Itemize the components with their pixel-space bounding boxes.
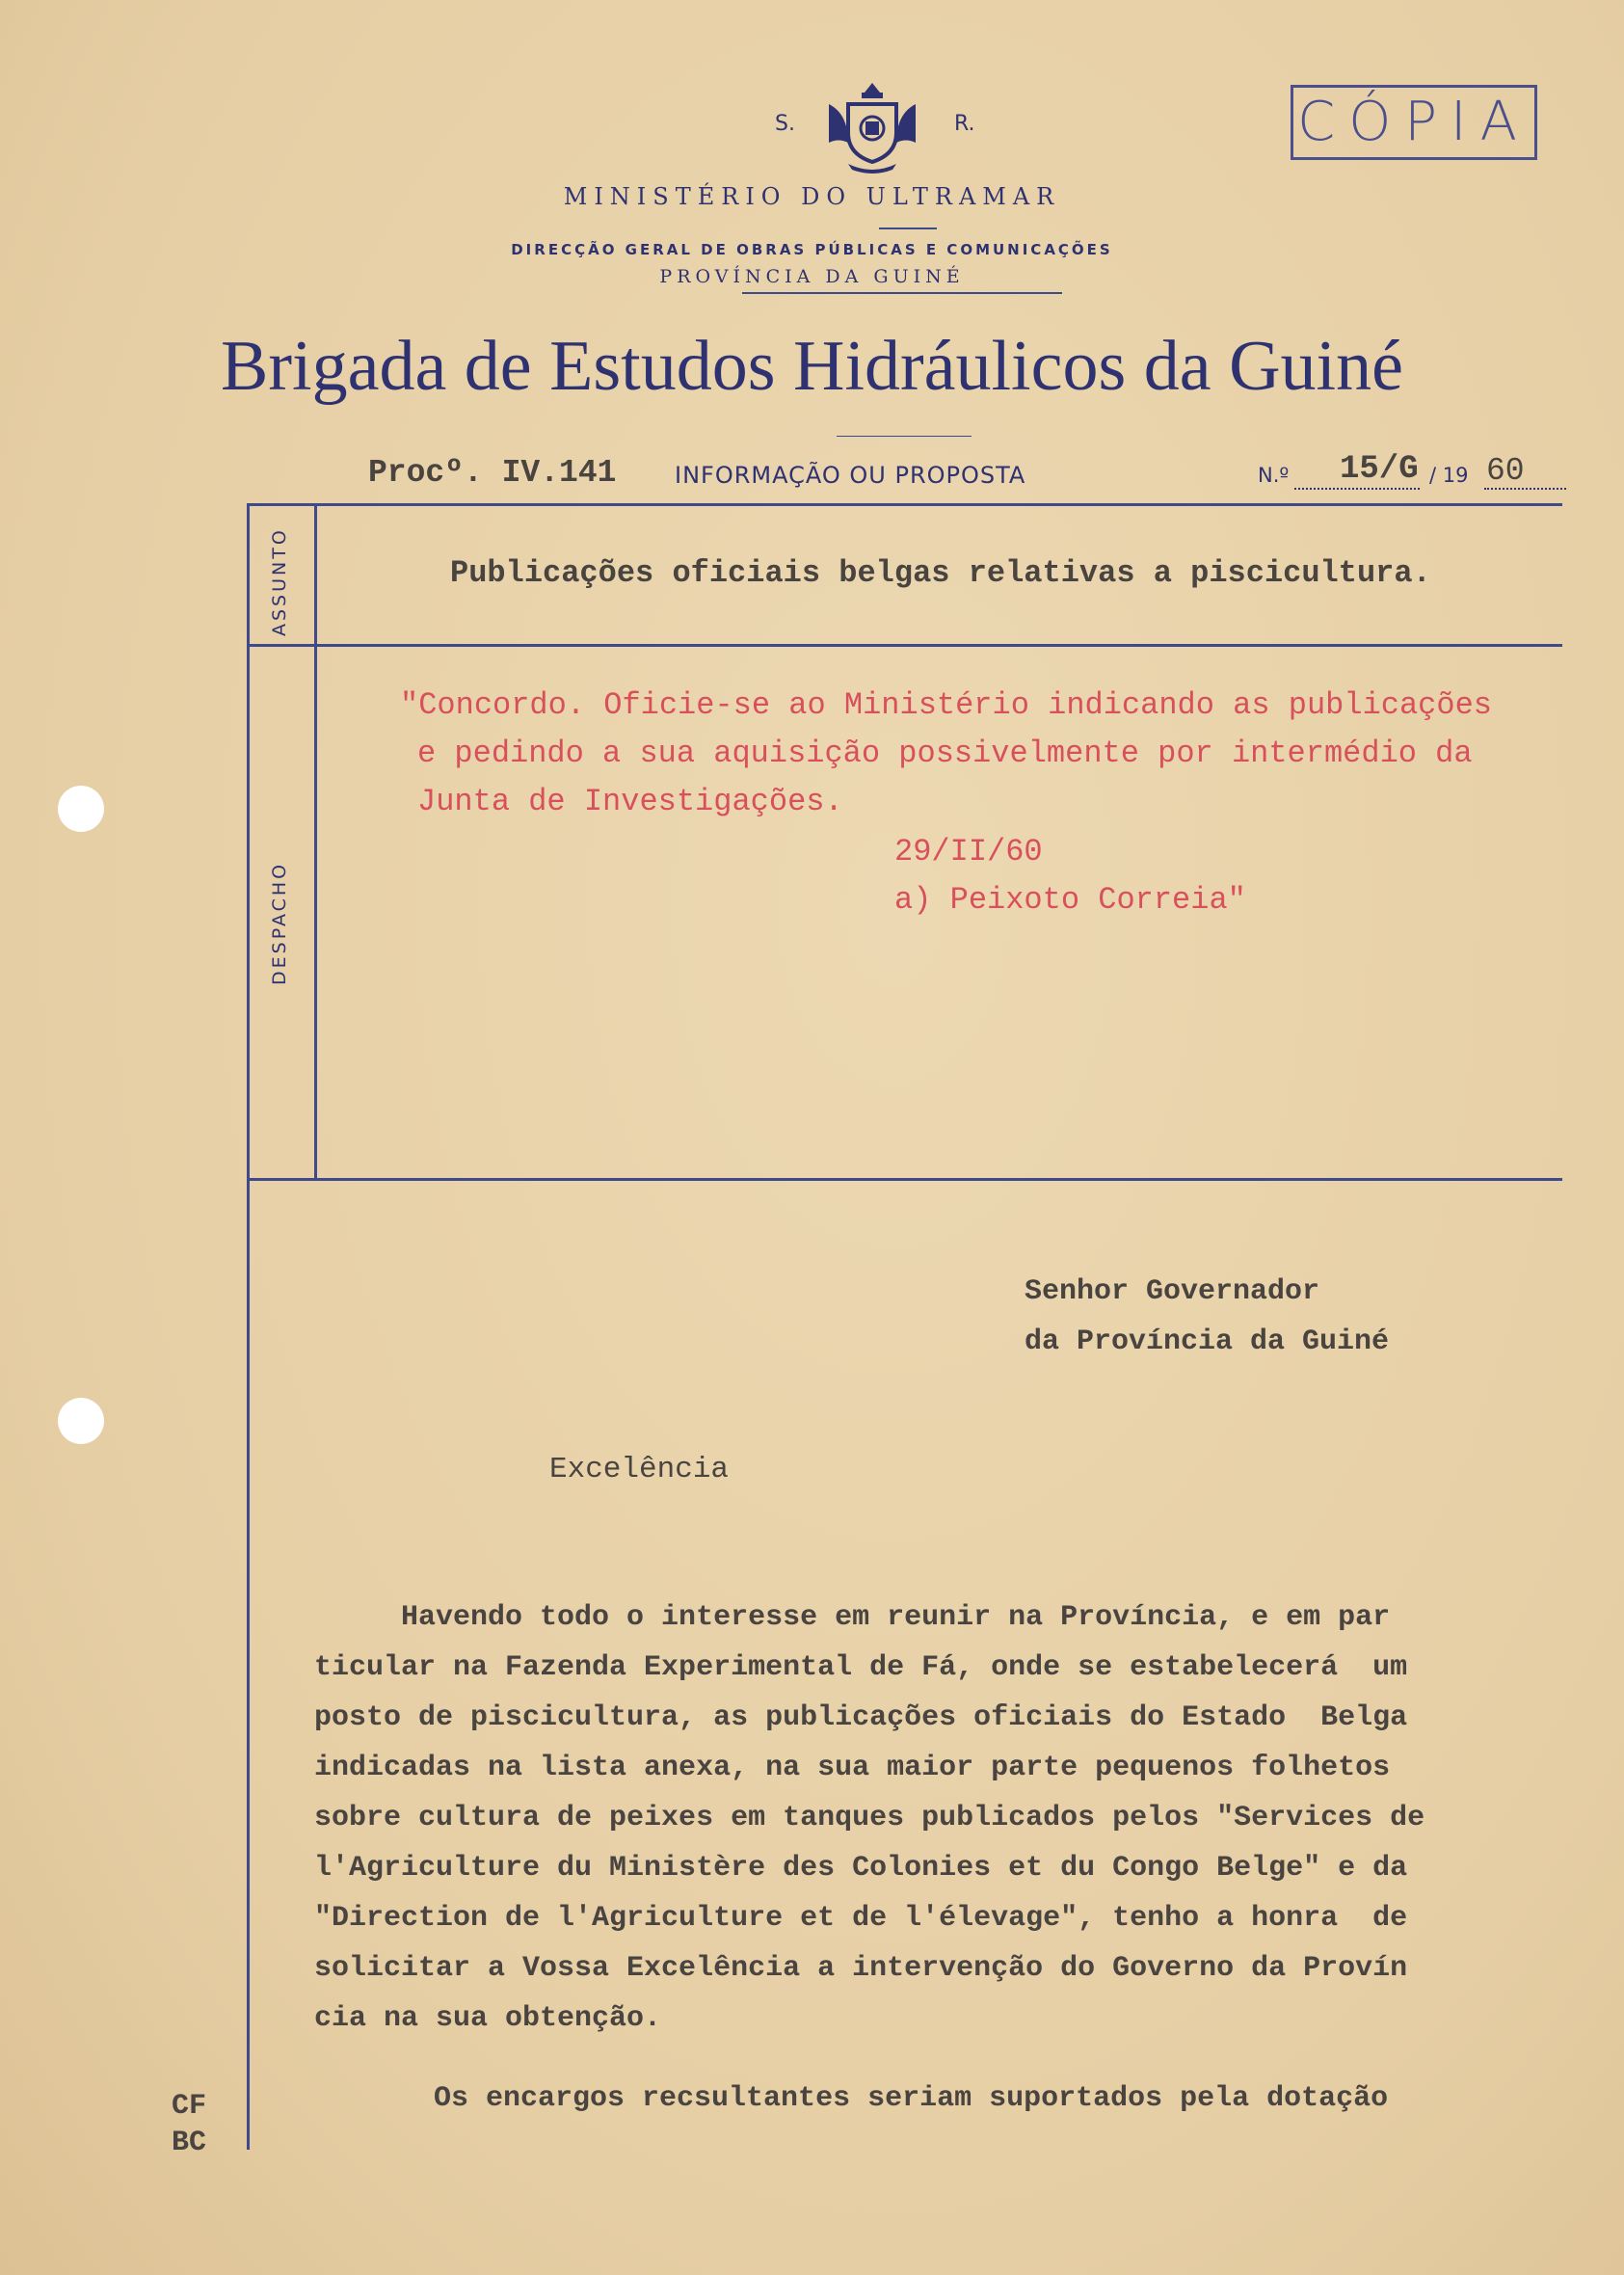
initials-line-1: CF: [172, 2090, 207, 2123]
paragraph-line: indicadas na lista anexa, na sua maior parte pequenos folhetos: [314, 1752, 1391, 1784]
province-underline: [742, 292, 1062, 294]
paragraph-line: cia na sua obtenção.: [314, 2002, 662, 2035]
paragraph-line: solicitar a Vossa Excelência a intervenção do Governo da Provín: [314, 1952, 1408, 1985]
dispatch-line-2: e pedindo a sua aquisição possivelmente por intermédio da: [417, 736, 1473, 771]
punch-hole: [58, 1398, 104, 1444]
form-type: INFORMAÇÃO OU PROPOSTA: [675, 462, 1026, 489]
dispatch-line-1: "Concordo. Oficie-se ao Ministério indicando as publicações: [400, 687, 1492, 723]
number-dotted-line: [1294, 488, 1420, 490]
directorate-title: DIRECÇÃO GERAL DE OBRAS PÚBLICAS E COMUNICAÇÕES: [511, 241, 1113, 258]
paragraph-1: [314, 1592, 1529, 2044]
dispatch-line-3: Junta de Investigações.: [417, 784, 843, 819]
initials-line-2: BC: [172, 2127, 207, 2159]
paragraph-line: Havendo todo o interesse em reunir na Província, e em par: [314, 1601, 1391, 1634]
brigade-title: Brigada de Estudos Hidráulicos da Guiné: [221, 327, 1403, 406]
coat-of-arms-icon: [819, 75, 925, 181]
dispatch-label: DESPACHO: [269, 861, 290, 985]
punch-hole: [58, 786, 104, 832]
dispatch-signature: a) Peixoto Correia": [894, 882, 1246, 918]
paragraph-line: sobre cultura de peixes em tanques publicados pelos "Services de: [314, 1802, 1425, 1834]
subject-bottom-rule: [247, 644, 1562, 647]
addressee: [1025, 1267, 1389, 1367]
dispatch-date: 29/II/60: [894, 834, 1043, 870]
header-divider: [879, 228, 937, 229]
copy-stamp: CÓPIA: [1291, 85, 1537, 160]
year-value: 60: [1486, 453, 1525, 489]
paragraph-line: posto de piscicultura, as publicações oficiais do Estado Belga: [314, 1701, 1408, 1734]
document-number: 15/G: [1340, 451, 1419, 488]
subject-label: ASSUNTO: [269, 527, 290, 636]
left-margin-rule: [247, 503, 250, 2150]
r-mark: R.: [954, 112, 975, 136]
paragraph-line: l'Agriculture du Ministère des Colonies et du Congo Belge" e da: [314, 1852, 1408, 1885]
process-number: Procº. IV.141: [368, 455, 617, 491]
year-label: / 19: [1429, 464, 1469, 487]
dispatch-bottom-rule: [247, 1178, 1562, 1181]
ministry-title: MINISTÉRIO DO ULTRAMAR: [563, 183, 1061, 210]
paragraph-line: "Direction de l'Agriculture et de l'élevage", tenho a honra de: [314, 1902, 1408, 1935]
form-top-rule: [247, 503, 1562, 506]
typist-initials: [172, 2088, 206, 2161]
paragraph-2-start: Os encargos recsultantes seriam suportados pela dotação: [434, 2082, 1389, 2115]
year-dotted-line: [1484, 488, 1566, 490]
addressee-line-1: Senhor Governador: [1025, 1275, 1320, 1308]
number-label: N.º: [1258, 464, 1290, 487]
province-title: PROVÍNCIA DA GUINÉ: [659, 266, 965, 287]
addressee-line-2: da Província da Guiné: [1025, 1325, 1390, 1358]
greeting: Excelência: [549, 1453, 730, 1486]
brigade-divider: [837, 436, 972, 437]
label-column-rule: [314, 503, 317, 1178]
s-mark: S.: [775, 112, 795, 136]
subject-text: Publicações oficiais belgas relativas a piscicultura.: [450, 555, 1431, 591]
paragraph-line: ticular na Fazenda Experimental de Fá, onde se estabelecerá um: [314, 1651, 1408, 1684]
